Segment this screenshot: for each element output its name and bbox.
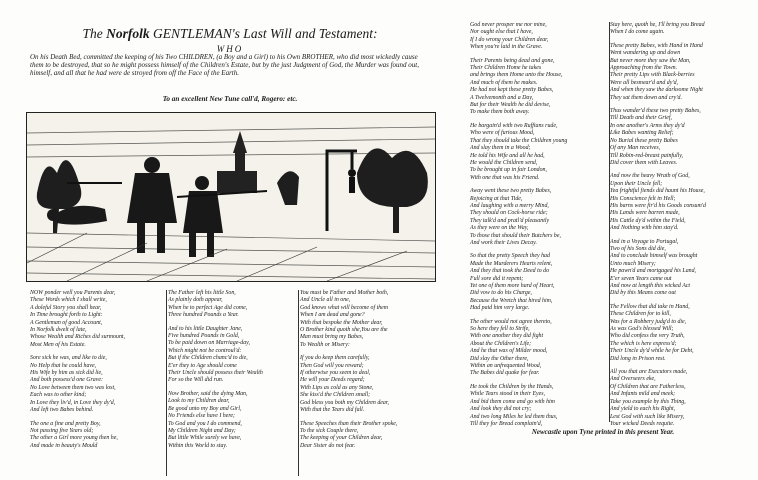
verse-line: So here they fell to Strife, bbox=[470, 326, 530, 333]
verse-line: Their Children Home he takes bbox=[470, 65, 542, 72]
verse-line: They should on Cock-horse ride; bbox=[470, 210, 548, 217]
verse-line: Did cover them with Leaves. bbox=[610, 159, 678, 166]
verse-line: Yea frightful fiends did haunt his House, bbox=[610, 188, 705, 195]
verse-line: But for their Wealth he did devise, bbox=[470, 102, 551, 109]
verse-column-5 bbox=[610, 22, 750, 427]
verse-line: When I am dead and gone? bbox=[300, 312, 365, 319]
verse-line: The other a Girl more young then he, bbox=[30, 435, 118, 442]
column-rule-3 bbox=[609, 22, 610, 422]
title-rest: GENTLEMAN's Last Will and Testament: bbox=[153, 26, 378, 41]
verse-line: Approaching from the Town. bbox=[610, 65, 678, 72]
verse-line: In one another's Arms they dy'd bbox=[610, 122, 685, 129]
verse-line: Who did confess the very Truth, bbox=[610, 333, 685, 340]
verse-line: No Help that he could have, bbox=[30, 362, 97, 369]
verse-line: You must be Father and Mother both, bbox=[300, 290, 389, 296]
verse-line: Because the Wretch that hired him, bbox=[470, 297, 553, 304]
verse-column-2 bbox=[168, 290, 298, 478]
verse-line: And to conclude himself was brought bbox=[610, 253, 698, 260]
verse-line: He would the Children send, bbox=[470, 159, 538, 166]
verse-line: All you that are Executors made, bbox=[610, 369, 688, 376]
verse-column-3 bbox=[300, 290, 434, 478]
verse-line: Look to my Children dear, bbox=[168, 398, 230, 405]
verse-line: And laughing with a merry Mind, bbox=[470, 202, 549, 209]
verse-line: And two long Miles he led them thus, bbox=[470, 413, 558, 420]
column-rule-1 bbox=[166, 290, 167, 476]
verse-line: Rejoicing at that Tide, bbox=[470, 195, 523, 202]
verse-line: Each was to other kind; bbox=[30, 392, 87, 399]
verse-line: And he that was of Milder mood, bbox=[470, 348, 548, 355]
verse-line: In Norfolk dwelt of late, bbox=[30, 327, 87, 334]
verse-line: Not passing five Years old; bbox=[30, 427, 94, 434]
verse-line: With that bespoke the Mother dear, bbox=[300, 319, 383, 326]
verse-column-1 bbox=[30, 290, 166, 478]
verse-line: His barns were fir'd his Goods consum'd bbox=[610, 202, 706, 209]
verse-line: Of any Man receives, bbox=[610, 145, 661, 152]
title-prefix: The bbox=[82, 26, 103, 41]
verse-line: Two of his Sons did die, bbox=[610, 245, 666, 252]
verse-line: Did slay the Other there, bbox=[470, 355, 529, 362]
verse-line: And to his little Daughter Jane, bbox=[168, 325, 243, 332]
ballad-title bbox=[60, 26, 400, 42]
verse-line: His Wife by him as sick did lie, bbox=[30, 370, 103, 377]
verse-line: They talk'd and pratl'd pleasantly bbox=[470, 217, 550, 224]
verse-line: Who were of furious Mood, bbox=[470, 130, 535, 137]
verse-line: Which might not be controul'd: bbox=[168, 347, 242, 354]
verse-line: The which is here express'd; bbox=[610, 340, 677, 347]
verse-line: Most Men of his Estate. bbox=[30, 341, 86, 348]
verse-line: Full sore did it repent; bbox=[470, 275, 524, 282]
verse-line: With that the Tears did fall. bbox=[300, 407, 365, 414]
verse-line: And work their Lives Decay. bbox=[470, 239, 537, 246]
verse-line: Had paid him very large. bbox=[470, 305, 530, 312]
column-rule-2 bbox=[298, 290, 299, 476]
verse-line: Their Parents being dead and gone, bbox=[470, 57, 555, 64]
verse-line: When I do come again. bbox=[610, 29, 665, 36]
verse-line: His Cattle dy'd within the Field, bbox=[610, 217, 686, 224]
verse-line: And when they saw the darksome Night bbox=[610, 87, 703, 94]
verse-line: That they should take the Children young bbox=[470, 137, 568, 144]
verse-line: Like Babes wanting Relief; bbox=[610, 130, 674, 137]
verse-line: In Love they liv'd, in Love they dy'd, bbox=[30, 399, 116, 406]
verse-line: To those that should their Butchers be, bbox=[470, 232, 561, 239]
verse-line: To the sick Couple there, bbox=[300, 427, 359, 434]
verse-line: Your wicked Deeds requite. bbox=[610, 420, 675, 427]
verse-line: The one a fine and pretty Boy, bbox=[30, 420, 101, 427]
verse-line: E'er seven Years came out bbox=[610, 275, 672, 282]
verse-line: Upon their Uncle fell; bbox=[610, 180, 663, 187]
verse-line: Till Robin-red-breast painfully, bbox=[610, 152, 684, 159]
verse-line: If I do wrong your Children dear, bbox=[470, 36, 549, 43]
verse-line: He will your Deeds regard; bbox=[300, 377, 365, 384]
verse-line: And now the heavy Wrath of God, bbox=[610, 173, 690, 180]
verse-line: She kiss'd the Children small; bbox=[300, 392, 371, 399]
verse-line: Three hundred Pounds a Year. bbox=[168, 312, 239, 319]
verse-line: and brings them Home unto the House, bbox=[470, 72, 563, 79]
verse-line: To be paid down on Marriage-day, bbox=[168, 340, 250, 347]
verse-line: No Friends else have I here; bbox=[168, 413, 236, 420]
verse-line: And now at length this wicked Act bbox=[610, 283, 691, 289]
verse-line: O Brother kind quoth she,You are the bbox=[300, 327, 388, 334]
verse-line: Yet one of them more hard of Heart, bbox=[470, 283, 555, 289]
verse-line: As they were on the Way, bbox=[470, 225, 529, 232]
verse-line: These Children for to kill, bbox=[610, 311, 671, 318]
verse-line: And they that took the Deed to do bbox=[470, 268, 550, 275]
verse-line: And yield to each his Right, bbox=[610, 406, 676, 413]
verse-line: To God and you I do commend, bbox=[168, 420, 242, 427]
verse-line: He pawn'd and mortgaged his Land, bbox=[610, 268, 697, 275]
verse-line: Sore sick he was, and like to die, bbox=[30, 355, 107, 362]
verse-line: When he to perfect Age did come, bbox=[168, 304, 248, 311]
verse-line: To make them both away. bbox=[470, 109, 530, 116]
verse-line: The Father left his little Son, bbox=[168, 290, 236, 296]
verse-line: To be brought up in fair London, bbox=[470, 167, 547, 174]
verse-line: God knows what will become of them bbox=[300, 304, 389, 311]
verse-line: And slay them in a Wood; bbox=[470, 145, 531, 152]
verse-line: The Babes did quake for fear. bbox=[470, 370, 540, 377]
verse-line: The other would not agree thereto, bbox=[470, 318, 552, 325]
verse-line: My Children Night and Day; bbox=[168, 427, 236, 434]
title-bold: Norfolk bbox=[106, 26, 150, 41]
verse-line: Their Uncle dy'd while he for Debt, bbox=[610, 348, 694, 355]
verse-line: As was God's blessed Will; bbox=[610, 326, 674, 333]
verse-line: He took the Children by the Hands, bbox=[470, 383, 554, 390]
verse-line: Man must bring my Babes, bbox=[300, 334, 364, 341]
verse-line: And Nothing with him stay'd. bbox=[610, 225, 679, 232]
verse-line: A doleful Story you shall hear, bbox=[30, 304, 102, 311]
who-heading: WHO bbox=[216, 44, 244, 54]
verse-line: But if the Children chanc'd to die, bbox=[168, 355, 248, 362]
verse-line: If you do keep them carefully, bbox=[300, 355, 370, 362]
verse-line: Unto much Misery; bbox=[610, 260, 656, 267]
verse-line: Lest God with such like Misery, bbox=[610, 413, 685, 420]
verse-line: Till Death and their Grief, bbox=[610, 115, 673, 122]
verse-line: And much of them he makes. bbox=[470, 79, 538, 86]
verse-line: A Gentleman of good Account, bbox=[30, 319, 103, 326]
verse-line: These pretty Babes, with Hand in Hand bbox=[610, 42, 703, 49]
verse-line: These Speeches than their Brother spoke, bbox=[300, 420, 398, 427]
verse-line: Till they for Bread complain'd, bbox=[470, 420, 543, 427]
verse-line: No Love between them two was lost, bbox=[30, 384, 116, 391]
verse-line: Nor ought else that I have, bbox=[470, 29, 533, 36]
verse-line: A Twelvemonth and a Day, bbox=[470, 94, 534, 101]
verse-line: But never more they saw the Man, bbox=[610, 57, 691, 64]
verse-line: Made the Murderers Hearts relent, bbox=[470, 260, 553, 267]
verse-line: Thus wander'd these two pretty Babes, bbox=[610, 108, 701, 115]
verse-line: No Burial these pretty Babes bbox=[610, 137, 678, 144]
verse-line: While Tears stood in their Eyes, bbox=[470, 391, 546, 398]
verse-line: He told his Wife and all he had, bbox=[470, 152, 545, 159]
verse-line: And Infants mild and meek; bbox=[610, 391, 676, 398]
verse-line: As plainly doth appear, bbox=[168, 297, 223, 304]
verse-line: To Wealth or Misery: bbox=[300, 341, 350, 348]
verse-line: Within this World to stay. bbox=[168, 442, 228, 449]
verse-line: Dear Sister do not fear. bbox=[300, 442, 356, 449]
verse-line: If otherwise you seem to deal, bbox=[300, 370, 371, 377]
verse-line: And Uncle all in one, bbox=[300, 297, 351, 304]
verse-line: He had not kept these pretty Babes, bbox=[470, 87, 554, 94]
verse-column-4 bbox=[470, 22, 610, 427]
verse-line: Away went these two pretty Babes, bbox=[470, 188, 552, 195]
verse-line: Was for a Robbery judg'd to die, bbox=[610, 318, 687, 325]
verse-line: The keeping of your Children dear, bbox=[300, 435, 383, 442]
verse-line: Be good unto my Boy and Girl, bbox=[168, 405, 242, 412]
verse-line: Were all besmear'd and dy'd, bbox=[610, 79, 679, 86]
woodcut-icon bbox=[27, 113, 435, 281]
verse-line: God never prosper me nor mine, bbox=[470, 22, 547, 28]
verse-line: God bless you both my Children dear, bbox=[300, 399, 389, 406]
verse-line: And look they did not cry; bbox=[470, 406, 532, 413]
verse-line: Did vow to do his Charge, bbox=[470, 290, 532, 297]
verse-line: E'er they to Age should come bbox=[168, 362, 237, 369]
verse-line: And made in beauty's Mould bbox=[30, 442, 98, 449]
verse-line: Five hundred Pounds in Gold, bbox=[168, 333, 240, 340]
verse-line: But little While surely we have, bbox=[168, 435, 242, 442]
tune-line: To an excellent New Tune call'd, Rogero: etc. bbox=[162, 95, 298, 103]
verse-line: Their Uncle should possess their Wealth bbox=[168, 370, 263, 377]
verse-line: Then God will you reward; bbox=[300, 362, 364, 369]
woodcut-illustration bbox=[26, 112, 436, 282]
verse-line: With one that was his Friend. bbox=[470, 174, 540, 181]
verse-line: And Overseers eke, bbox=[610, 376, 656, 383]
verse-line: They sat them down and cry'd. bbox=[610, 94, 682, 101]
intro-paragraph: On his Death Bed, committed the keeping of his Two CHILDREN, (a Boy and a Girl) to his Own BROTHER, who did most wickedly cause them to be destroyed, that so he might possess himself of the Children's Estate, but by the just Judgment of God, the Murder was found out, himself, and all that he had were de stroyed from off the Face of the Earth. bbox=[30, 53, 419, 77]
verse-line: With one another they did fight bbox=[470, 333, 544, 340]
verse-line: Stay here, quoth he, I'll bring you Bread bbox=[610, 22, 705, 28]
verse-line: In Time brought forth to Light: bbox=[30, 312, 103, 319]
verse-line: And in a Voyage to Portugal, bbox=[610, 238, 679, 245]
verse-line: Within an unfrequented Wood, bbox=[470, 363, 542, 370]
verse-line: The Fellow that did take in Hand, bbox=[610, 303, 690, 310]
verse-line: Take you example by this Thing, bbox=[610, 398, 686, 405]
verse-line: His Conscience felt in Hell; bbox=[610, 195, 676, 202]
colophon: Newcastle upon Tyne printed in this present Year. bbox=[531, 428, 675, 436]
verse-line: Now Brother, said the dying Man, bbox=[168, 390, 248, 397]
verse-line: Did by this Means come out bbox=[610, 290, 676, 297]
verse-line: His Lands were barren made, bbox=[610, 210, 680, 217]
verse-line: These Words which I shall write, bbox=[30, 297, 107, 304]
verse-line: Went wandering up and down bbox=[610, 50, 681, 57]
verse-line: Did long in Prison rest. bbox=[610, 355, 666, 362]
verse-line: With Lips as cold as any Stone, bbox=[300, 384, 374, 391]
verse-line: And left two Babes behind. bbox=[30, 407, 94, 414]
verse-line: And both possess'd one Grave: bbox=[30, 377, 103, 384]
verse-line: Whose Wealth and Riches did surmount, bbox=[30, 334, 126, 341]
verse-line: So that the pretty Speech they had bbox=[470, 253, 550, 260]
verse-line: He bargain'd with two Ruffians rude, bbox=[470, 122, 558, 129]
verse-line: NOW ponder well you Parents dear, bbox=[30, 290, 116, 296]
verse-line: About the Children's Life; bbox=[470, 340, 532, 347]
verse-line: And bid them come and go with him bbox=[470, 398, 555, 405]
verse-line: For so the Will did run. bbox=[168, 377, 224, 384]
verse-line: When you're laid in the Grave. bbox=[470, 44, 543, 51]
verse-line: Of Children that are Fatherless, bbox=[610, 383, 686, 390]
verse-line: Their pretty Lips with Black-berries bbox=[610, 72, 695, 79]
